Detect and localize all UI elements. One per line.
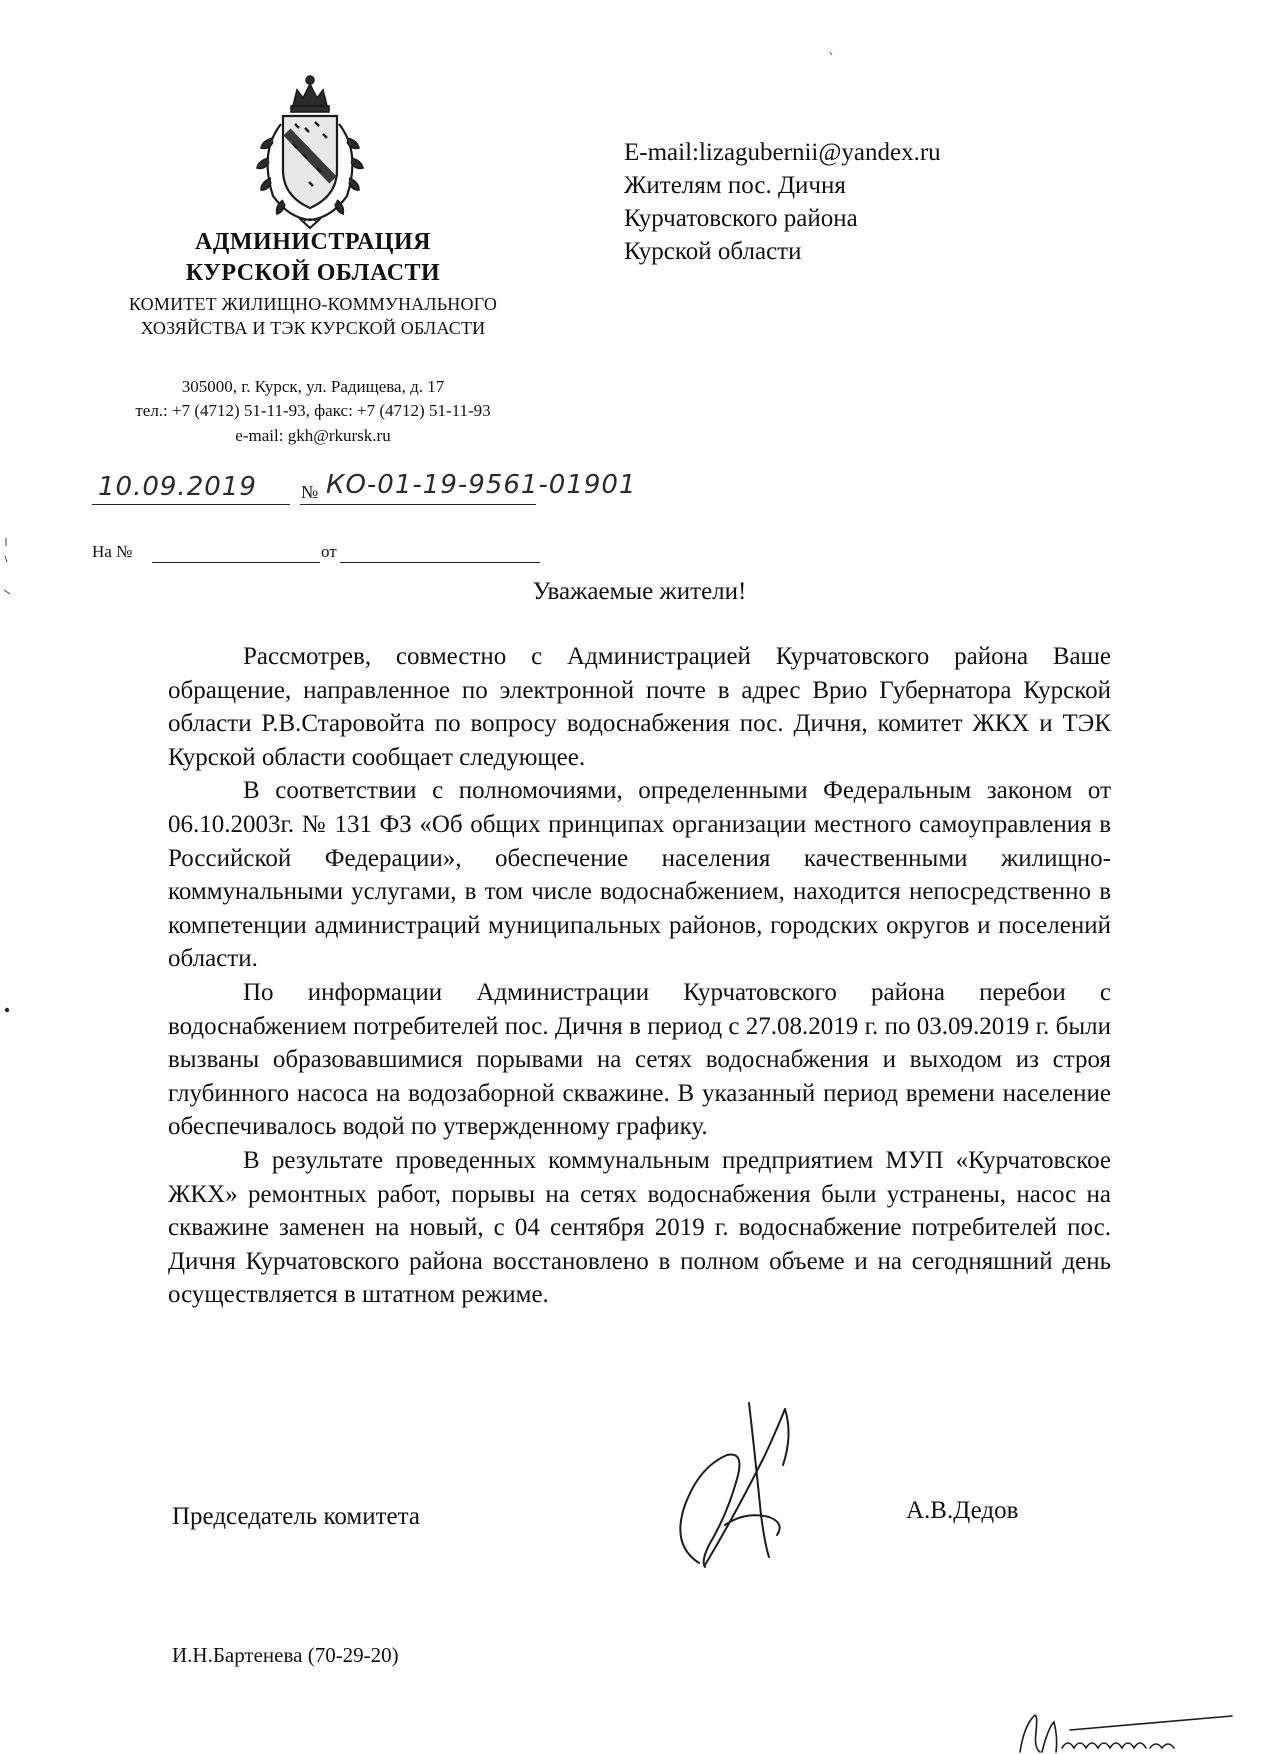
org-name-line2: КУРСКОЙ ОБЛАСТИ <box>185 260 441 286</box>
committee-name-line1: КОМИТЕТ ЖИЛИЩНО-КОММУНАЛЬНОГО <box>128 294 498 314</box>
body-paragraph: В соответствии с полномочиями, определенными Федеральным законом от 06.10.2003г. № 131 ФЗ «Об общих принципах организации местного самоуправления в Российской Федерации», обеспечение населения качественными жилищно-коммунальными услугами, в том числе водоснабжением, находится непосредственно в компетенции администраций муниципальных районов, городских округов и поселений области. <box>168 777 1111 973</box>
handwritten-signature <box>665 1395 825 1580</box>
org-name-line1: АДМИНИСТРАЦИЯ <box>195 229 431 255</box>
org-phone-fax: тел.: +7 (4712) 51-11-93, факс: +7 (4712) 51-11-93 <box>135 401 491 420</box>
executor-contact: И.Н.Бартенева (70-29-20) <box>172 1643 399 1667</box>
body-paragraph: Рассмотрев, совместно с Администрацией Курчатовского района Ваше обращение, направленное по электронной почте в адрес Врио Губернатора Курской области Р.В.Старовойта по вопросу водоснабжения пос. Дичня, комитет ЖКХ и ТЭК Курской области сообщает следующее. <box>168 643 1111 771</box>
letter-body <box>168 640 1111 1312</box>
number-underline <box>300 504 536 505</box>
in-reply-number-blank <box>152 562 320 563</box>
outgoing-number: КО-01-19-9561-01901 <box>326 470 637 500</box>
addressee-line: Курской области <box>624 238 802 265</box>
outgoing-date: 10.09.2019 <box>98 472 257 502</box>
addressee-line: Жителям пос. Дичня <box>624 172 846 199</box>
body-paragraph: По информации Администрации Курчатовского района перебои с водоснабжением потребителей пос. Дичня в период с 27.08.2019 г. по 03.09.2019 г. были вызваны образовавшимися порывами на сетях водоснабжения и выходом из строя глубинного насоса на водозаборной скважине. В указанный период времени население обеспечивалось водой по утвержденному графику. <box>168 978 1111 1141</box>
greeting: Уважаемые жители! <box>532 578 747 605</box>
in-reply-label: На № <box>92 542 133 561</box>
date-underline <box>92 504 290 505</box>
org-email: e-mail: gkh@rkursk.ru <box>235 426 391 445</box>
org-address: 305000, г. Курск, ул. Радищева, д. 17 <box>181 377 445 396</box>
coat-of-arms-emblem <box>243 72 377 232</box>
addressee-email: E-mail:lizagubernii@yandex.ru <box>624 139 941 166</box>
addressee-line: Курчатовского района <box>624 205 858 232</box>
committee-name-line2: ХОЗЯЙСТВА И ТЭК КУРСКОЙ ОБЛАСТИ <box>140 318 486 338</box>
addressee-block <box>624 136 1184 268</box>
signatory-role: Председатель комитета <box>172 1503 420 1530</box>
from-date-blank <box>340 562 540 563</box>
from-label: от <box>321 542 337 561</box>
number-prefix: № <box>301 482 319 502</box>
signatory-name: А.В.Дедов <box>906 1497 1019 1524</box>
body-paragraph: В результате проведенных коммунальным предприятием МУП «Курчатовское ЖКХ» ремонтных работ, порывы на сетях водоснабжения были устранены, насос на скважине заменен на новый, с 04 сентября 2019 г. водоснабжение потребителей пос. Дичня Курчатовского района восстановлено в полном объеме и на сегодняшний день осуществляется в штатном режиме. <box>168 1146 1111 1309</box>
corner-handwritten-mark <box>1010 1708 1235 1754</box>
